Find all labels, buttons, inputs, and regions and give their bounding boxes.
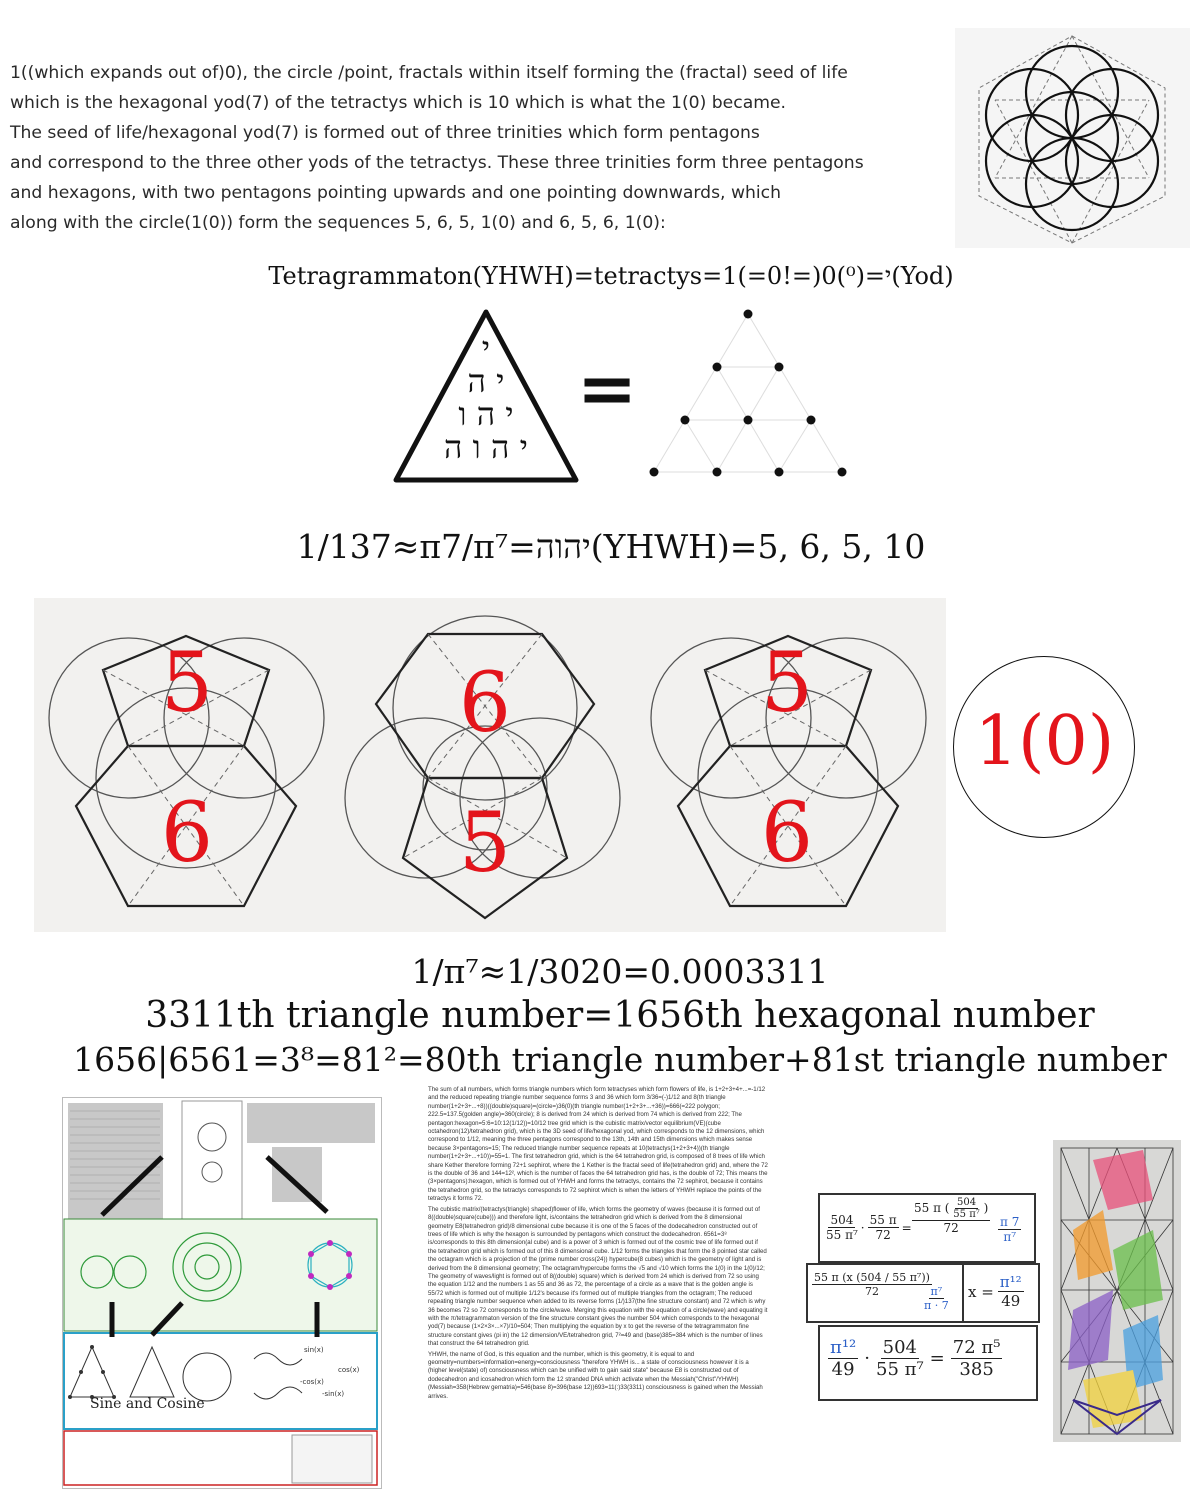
intro-paragraph [10, 58, 930, 238]
essay-paragraph: YHWH, the name of God, is this equation and the number, which is this geometry, it is equal to and geometry=numbers=information=energy=consciousness "therefore YHWH is... a state of consciousness however it is a (higher level(state) of) consciousness which can be unified with to gain said state" because E8 is constructed out of dodecahedron and icosahedron which form the 12 stranded DNA which activate when the Messiah("Christ"/YHWH)(Messiah=358(Hebrew gematria)=546(base 8)=396(base 12))693=11(:)33(3311) consciousness is gained when the Messiah arrives. [428, 1350, 763, 1400]
sum-equation: 1656|6561=3⁸=81²=80th triangle number+81st triangle number [73, 1040, 1167, 1079]
figure-number: 6 [760, 786, 814, 881]
collage-cell: -cos(x) [300, 1378, 324, 1386]
equation-box-3: x = $\frac{\text{π¹²}}{49}$ [962, 1263, 1040, 1323]
collage-cell: sin(x) [304, 1346, 324, 1354]
intro-line: and hexagons, with two pentagons pointing upwards and one pointing downwards, which [10, 183, 782, 203]
triangle-hexagonal-equation: 3311th triangle number=1656th hexagonal number [145, 995, 1095, 1036]
hebrew-row: י ה ו ה [444, 428, 528, 466]
seed-of-life-figure [955, 28, 1190, 248]
essay-paragraph: The sum of all numbers, which forms triangle numbers which form tetractyses which form flowers of life, is 1+2+3+4+...=-1/12 and the reduced repeating triangle number sequence forms 3 and 36 which form 3/36=(-)1/12 and 8(th triangle number(1+2+3+...+8))((double)square)=(circle=)36(0)(th triangle number(1+2+3+...+36))=666(=222 polygon; 222.5=137.5(golden angle)=360(circle); 8 is derived from 24 which is derived from 74 which is derived from 222; The pentagon:hexagon=5:6=10:12(1/12))=10/12 tree grid which is the cubistic matrix/vector equilibrium(VE)(cube octahedron(12)/tetrahedron grid), which is the 3D seed of life/hexagonal yod, which corresponds to the 12 dimensions, which correspond to 1/12, meaning the three pentagons correspond to the 13th, 14th and 15th dimensions which makes sense because 3×pentagons=15; The reduced triangle number sequence repeats at 10(tetractys(1+2+3+4))(th triangle number(1+2+3+...+10))=55=1. The first tetrahedron grid, which is the 64 tetrahedron grid, is composed of 8 trees of life which share Kether therefore forming 72+1 sephirot, where the 1 Kether is the fractal seed of life(tetrahedron grid) and, where the 72 is the double of 36 and 144=12², which is the number of faces the 64 tetrahedron grid has, is the double of 72; This means the (3×pentagons):hexagon, which is formed out of YHWH and forms the tetractys, contains the 72 sephirot, because it contains the tetrahedron grid, so the tetractys corresponds to 72 sephirot which is when the letters of YHWH replace the points of the tetractys it forms 72. [428, 1086, 768, 1203]
fine-structure-equation: 1/137≈π7/π⁷=יהוה(YHWH)=5, 6, 5, 10 [296, 527, 926, 566]
intro-line: The seed of life/hexagonal yod(7) is formed out of three trinities which form pentagons [10, 123, 760, 143]
tetrahedron-grid-image [1053, 1140, 1181, 1442]
collage-caption: Sine and Cosine [90, 1396, 205, 1412]
dot-tetractys [640, 302, 855, 484]
equation-box-4: $\frac{\text{π¹²}}{49}$ · $\frac{504}{\text{55 π⁷}}$ = $\frac{\text{72 π⁵}}{385}$ [818, 1325, 1038, 1401]
hebrew-row: י [481, 329, 491, 367]
intro-line: 1((which expands out of)0), the circle /point, fractals within itself forming the (fractal) seed of life [10, 63, 848, 83]
intro-line: along with the circle(1(0)) form the sequences 5, 6, 5, 1(0) and 6, 5, 6, 1(0): [10, 213, 666, 233]
unity-circle-label: 1(0) [974, 702, 1115, 781]
intro-line: and correspond to the three other yods of the tetractys. These three trinities form three pentagons [10, 153, 864, 173]
essay-text [428, 1086, 768, 1403]
essay-paragraph: The cubistic matrix/(tetractys(triangle) shaped)flower of life, which forms the geometry of waves (because it is formed out of 8((double)square(cube))) and therefore light, is/contains the tetrahedron grid which is derived from the 8 dimensional geometry E8(tetrahedron grid)/8 dimensional cube because it is one of the 5 faces of the dodecahedron constructed out of trees of life which is why the hexagon is surrounded by pentagons which construct the dodecahedron. 6561=3⁸ is/corresponds to this 8th dimension(al cube) and is a power of 3 which is formed out of the cosmic tree of life formed out if the tetrahedron grid which is formed out of this 8 dimensional cube. 1/12 forms the triangles that form the 8 pointed star called the octagram which is a projection of the (prime number cross(24)) hypercube(8 cubes) which is the geometry of light and is derived from the 8 dimensional geometry; The octagram/hypercube forms the √5 and √10 which forms the 1(0) in the 1(0)/12; The geometry of waves/light is formed out of 8((double) square) which is derived from 24 which is derived from 72 so using the equation 1/12 and the numbers 1 as 55 and 36 as 72, the percentage of a circle as a wave that is the golden angle is 55/72 which is formed out of multiple 1/12's because it's formed out of multiple triangles from the octagram; The reduced repeating triangle number sequence when added to its reverse forms (1/)137(the fine structure constant) and 72 which is why 36 becomes 72 so 72 corresponds to the circle/wave. Merging this equation with the equation of a circle(wave) and equating it with the π/tetragrammaton version of the fine structure constant gives the number 504 which corresponds to the hexagonal yod(7) because (1×2×3×...×7)/10=504; Then multiplying the equation by x to get the reverse of the tetragrammaton fine structure constant gives (pi in) the 12 dimension/VE/tetrahedron grid, 7²=49 and (base)385=384 which is the number of lines that construct the 64 tetrahedron grid. [428, 1205, 768, 1348]
intro-line: which is the hexagonal yod(7) of the tetractys which is 10 which is what the 1(0) became. [10, 93, 787, 113]
equation-box-1: $\frac{504}{\text{55 π⁷}}$ · $\frac{55 \pi}{72}$ = 55 π ( $\frac{504}{\text{55 π⁷}}$ ) 72 $\frac{\pi 7}{\text{π⁷}}$ [818, 1193, 1036, 1263]
figure-number: 5 [458, 796, 512, 891]
tetragrammaton-equation: Tetragrammaton(YHWH)=tetractys=1(=0!=)0(⁰)=י(Yod) [268, 262, 954, 290]
hebrew-row: י ה [467, 362, 505, 400]
figure-number: 5 [760, 636, 814, 731]
collage-cell: cos(x) [338, 1366, 360, 1374]
equals-sign: = [576, 345, 638, 430]
collage-graphics [62, 1097, 380, 1487]
collage-cell: -sin(x) [322, 1390, 345, 1398]
equation-box-2: $\frac{\text{55 π (x (504 / 55 π⁷))}}{72}$ $\frac{\text{π⁷}}{\pi \cdot 7}$ [806, 1263, 966, 1323]
figure-number: 5 [160, 636, 214, 731]
figure-number: 6 [458, 656, 512, 751]
hebrew-row: י ה ו [458, 395, 514, 433]
figure-number: 6 [160, 786, 214, 881]
pi-equation: 1/π⁷≈1/3020=0.0003311 [411, 952, 829, 991]
